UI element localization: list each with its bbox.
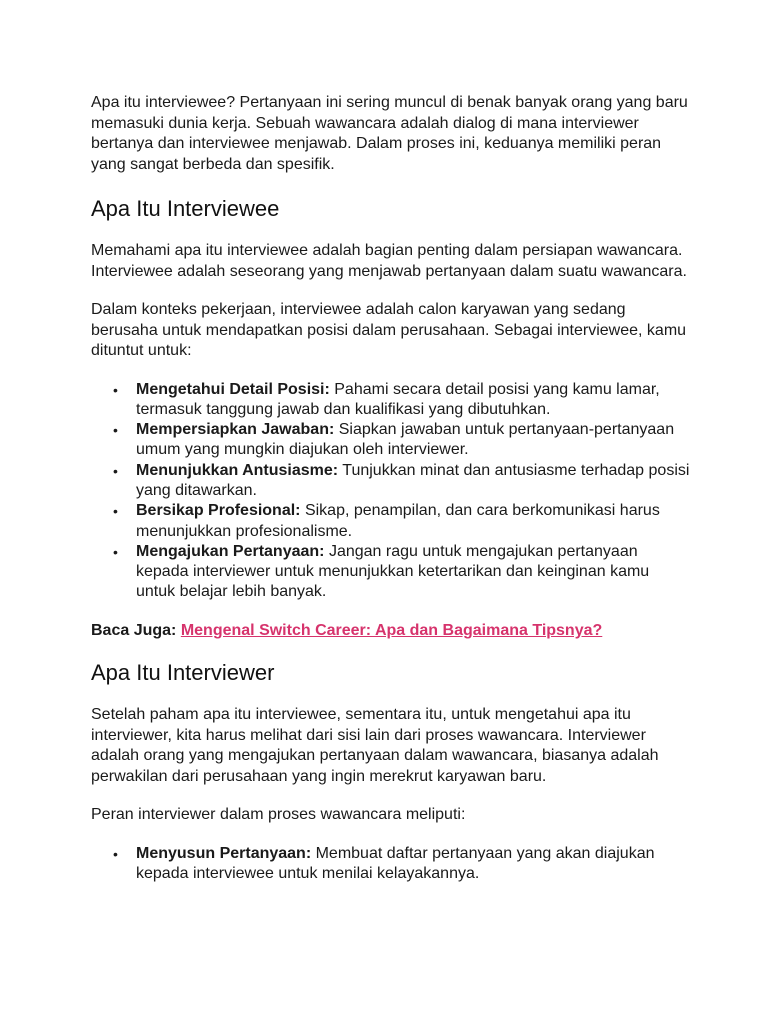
list-item — [91, 420, 691, 461]
bullet-icon: • — [113, 462, 118, 479]
heading-interviewee: Apa Itu Interviewee — [91, 196, 280, 221]
list-item — [91, 461, 691, 502]
read-also — [91, 621, 691, 642]
list-item-term: Menyusun Pertanyaan: — [136, 844, 312, 862]
read-also-label: Baca Juga: — [91, 621, 177, 639]
list-item — [91, 844, 691, 885]
list-item — [91, 501, 691, 542]
list-item-text: Membuat daftar pertanyaan yang akan diajukan kepada interviewee untuk menilai kelayakannya. — [136, 844, 655, 883]
intro-paragraph: Apa itu interviewee? Pertanyaan ini sering muncul di benak banyak orang yang baru memasuki dunia kerja. Sebuah wawancara adalah dialog di mana interviewer bertanya dan interviewee menjawab. Dalam proses ini, keduanya memiliki peran yang sangat berbeda dan spesifik. — [91, 94, 688, 173]
interviewee-duties-list — [91, 380, 691, 603]
list-item — [91, 542, 691, 603]
heading-interviewer: Apa Itu Interviewer — [91, 660, 275, 686]
list-item-text: Siapkan jawaban untuk pertanyaan-pertanyaan umum yang mungkin diajukan oleh interviewer. — [136, 421, 675, 459]
list-item-term: Mempersiapkan Jawaban: — [136, 421, 335, 439]
paragraph-peran: Peran interviewer dalam proses wawancara meliputi: — [91, 806, 466, 824]
list-item-text: Pahami secara detail posisi yang kamu lamar, termasuk tanggung jawab dan kualifikasi yang dibutuhkan. — [136, 380, 660, 418]
article — [91, 93, 691, 884]
list-item-term: Menunjukkan Antusiasme: — [136, 461, 339, 479]
bullet-icon: • — [113, 381, 118, 398]
paragraph-setelah: Setelah paham apa itu interviewee, sementara itu, untuk mengetahui apa itu interviewer, kita harus melihat dari sisi lain dari proses wawancara. Interviewer adalah orang yang mengajukan pertanyaan dalam wawancara, biasanya adalah perwakilan dari perusahaan yang ingin merekrut karyawan baru. — [91, 706, 659, 785]
bullet-icon: • — [113, 422, 118, 439]
paragraph-memahami: Memahami apa itu interviewee adalah bagian penting dalam persiapan wawancara. Interviewee adalah seseorang yang menjawab pertanyaan dalam suatu wawancara. — [91, 242, 687, 280]
list-item-term: Mengetahui Detail Posisi: — [136, 380, 330, 398]
interviewer-roles-list — [91, 844, 691, 885]
list-item-term: Mengajukan Pertanyaan: — [136, 542, 325, 560]
list-item-text: Tunjukkan minat dan antusiasme terhadap posisi yang ditawarkan. — [136, 461, 690, 499]
list-item — [91, 380, 691, 421]
paragraph-konteks: Dalam konteks pekerjaan, interviewee adalah calon karyawan yang sedang berusaha untuk mendapatkan posisi dalam perusahaan. Sebagai interviewee, kamu dituntut untuk: — [91, 301, 687, 359]
read-also-link[interactable]: Mengenal Switch Career: Apa dan Bagaimana Tipsnya? — [180, 621, 603, 639]
list-item-term: Bersikap Profesional: — [136, 502, 301, 520]
list-item-text: Sikap, penampilan, dan cara berkomunikasi harus menunjukkan profesionalisme. — [136, 502, 660, 540]
bullet-icon: • — [113, 503, 118, 520]
list-item-text: Jangan ragu untuk mengajukan pertanyaan kepada interviewer untuk menunjukkan ketertarikan dan keinginan kamu untuk belajar lebih banyak. — [136, 542, 650, 601]
bullet-icon: • — [113, 543, 118, 560]
bullet-icon: • — [113, 845, 118, 862]
